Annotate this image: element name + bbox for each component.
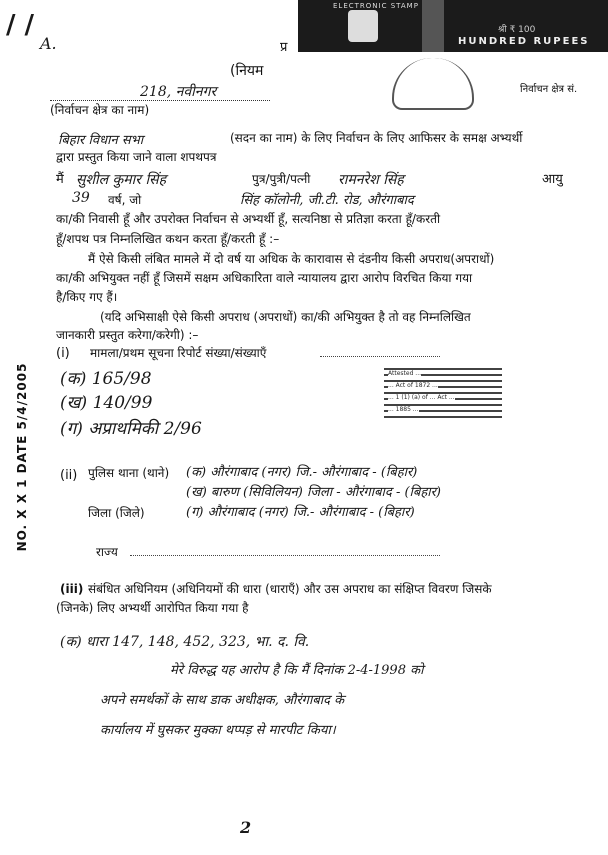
item-i-number: (i) bbox=[56, 346, 70, 361]
official-stamp bbox=[384, 368, 502, 418]
offence-section: (क) धारा 147, 148, 452, 323, भा. द. वि. bbox=[60, 634, 310, 650]
name-fill: सुशील कुमार सिंह bbox=[76, 172, 167, 188]
rule-word: (नियम bbox=[230, 63, 264, 79]
stamp-paper bbox=[298, 0, 608, 52]
constituency-label: (निर्वाचन क्षेत्र का नाम) bbox=[50, 103, 150, 117]
case-entry: (ग) अप्राथमिकी 2/96 bbox=[60, 419, 202, 439]
emblem-icon bbox=[348, 10, 378, 42]
constituency-fill: 218, नवीनगर bbox=[140, 84, 217, 100]
item-i-dots bbox=[320, 346, 440, 357]
page-number: 2 bbox=[240, 818, 252, 837]
side-annotation bbox=[2, 320, 38, 610]
father-fill: रामनरेश सिंह bbox=[338, 172, 404, 188]
stamp-denomination: HUNDRED RUPEES bbox=[458, 36, 590, 47]
police-fill-1: (क) औरंगाबाद (नगर) जि.- औरंगाबाद - (बिहार) bbox=[186, 465, 418, 480]
district-label: जिला (जिले) bbox=[88, 506, 145, 520]
official-stamp-line: ... 1885 ... bbox=[388, 406, 419, 413]
corner-scribble: A. bbox=[40, 34, 57, 53]
para2-line3: का/की निवासी हूँ और उपरोक्त निर्वाचन से अभ्यर्थी हूँ, सत्यनिष्ठा से प्रतिज्ञा करता हूँ/करती bbox=[56, 212, 441, 226]
para1-line2: द्वारा प्रस्तुत किया जाने वाला शपथपत्र bbox=[56, 150, 217, 164]
district-fill: (ग) औरंगाबाद (नगर) जि.- औरंगाबाद - (बिहार) bbox=[186, 505, 415, 520]
corner-marks: / / bbox=[6, 10, 35, 40]
stamp-top-text: ELECTRONIC STAMP bbox=[333, 2, 419, 10]
relation-label: पुत्र/पुत्री/पत्नी bbox=[252, 172, 311, 186]
para3-line2: का/की अभियुक्त नहीं हूँ जिसमें सक्षम अधिकारिता वाले न्यायालय द्वारा आरोप विरचित किया गया bbox=[56, 271, 473, 285]
age-fill: 39 bbox=[72, 190, 90, 206]
side-annotation-text: NO. X X 1 DATE 5/4/2005 bbox=[15, 362, 29, 552]
para3-line1: मैं ऐसे किसी लंबित मामले में दो वर्ष या अधिक के कारावास से दंडनीय किसी अपराध(अपराधों) bbox=[88, 252, 495, 266]
para4-line2: जानकारी प्रस्तुत करेगा/करेगी) :– bbox=[56, 328, 199, 342]
offence-description: मेरे विरुद्ध यह आरोप है कि मैं दिनांक 2-4-1998 को bbox=[170, 663, 424, 678]
house-fill: बिहार विधान सभा bbox=[58, 133, 144, 148]
stamp-stripe bbox=[422, 0, 444, 52]
para1-line1: (सदन का नाम) के लिए निर्वाचन के लिए आफिसर के समक्ष अभ्यर्थी bbox=[230, 131, 523, 145]
age-label: आयु bbox=[542, 172, 563, 187]
item-i-label: मामला/प्रथम सूचना रिपोर्ट संख्या/संख्याएँ bbox=[90, 346, 267, 360]
case-entry: (क) 165/98 bbox=[60, 369, 152, 389]
police-label: पुलिस थाना (थाने) bbox=[88, 466, 170, 480]
item-iii-line1: संबंधित अधिनियम (अधिनियमों की धारा (धाराएँ) और उस अपराध का संक्षिप्त विवरण जिसके bbox=[88, 582, 492, 596]
address-fill: सिंह कॉलोनी, जी.टी. रोड, औरंगाबाद bbox=[240, 193, 414, 208]
round-seal-icon bbox=[392, 58, 474, 110]
state-dots bbox=[130, 545, 440, 556]
year-label: वर्ष, जो bbox=[108, 193, 142, 207]
para3-line3: है/किए गए हैं। bbox=[56, 290, 118, 304]
offence-description: कार्यालय में घुसकर मुक्का थप्पड़ से मारपीट किया। bbox=[100, 723, 336, 738]
para2-line4: हूँ/शपथ पत्र निम्नलिखित कथन करता हूँ/करती हूँ :– bbox=[56, 232, 280, 246]
police-fill-2: (ख) बारुण (सिविलियन) जिला - औरंगाबाद - (बिहार) bbox=[186, 485, 441, 500]
item-iii-line2: (जिनके) लिए अभ्यर्थी आरोपित किया गया है bbox=[56, 601, 249, 615]
constituency-number-label: निर्वाचन क्षेत्र सं. bbox=[520, 84, 578, 95]
official-stamp-line: ... 1 (1) (a) of ... Act ... bbox=[388, 394, 455, 401]
constituency-underline bbox=[50, 100, 270, 101]
item-iii-number: (iii) bbox=[60, 582, 84, 596]
offence-description: अपने समर्थकों के साथ डाक अधीक्षक, औरंगाबाद के bbox=[100, 693, 345, 708]
stamp-denomination-small: श्री ₹ 100 bbox=[498, 25, 536, 35]
para4-line1: (यदि अभिसाक्षी ऐसे किसी अपराध (अपराधों) का/की अभियुक्त है तो वह निम्नलिखित bbox=[100, 310, 471, 324]
case-entry: (ख) 140/99 bbox=[60, 393, 153, 413]
item-ii-number: (ii) bbox=[60, 468, 78, 483]
official-stamp-line: Attested ... bbox=[388, 370, 422, 377]
form-word: प्र bbox=[280, 40, 288, 55]
official-stamp-line: ... Act of 1872 ... bbox=[388, 382, 438, 389]
para2-mai: मैं bbox=[56, 172, 64, 187]
state-label: राज्य bbox=[96, 545, 118, 559]
